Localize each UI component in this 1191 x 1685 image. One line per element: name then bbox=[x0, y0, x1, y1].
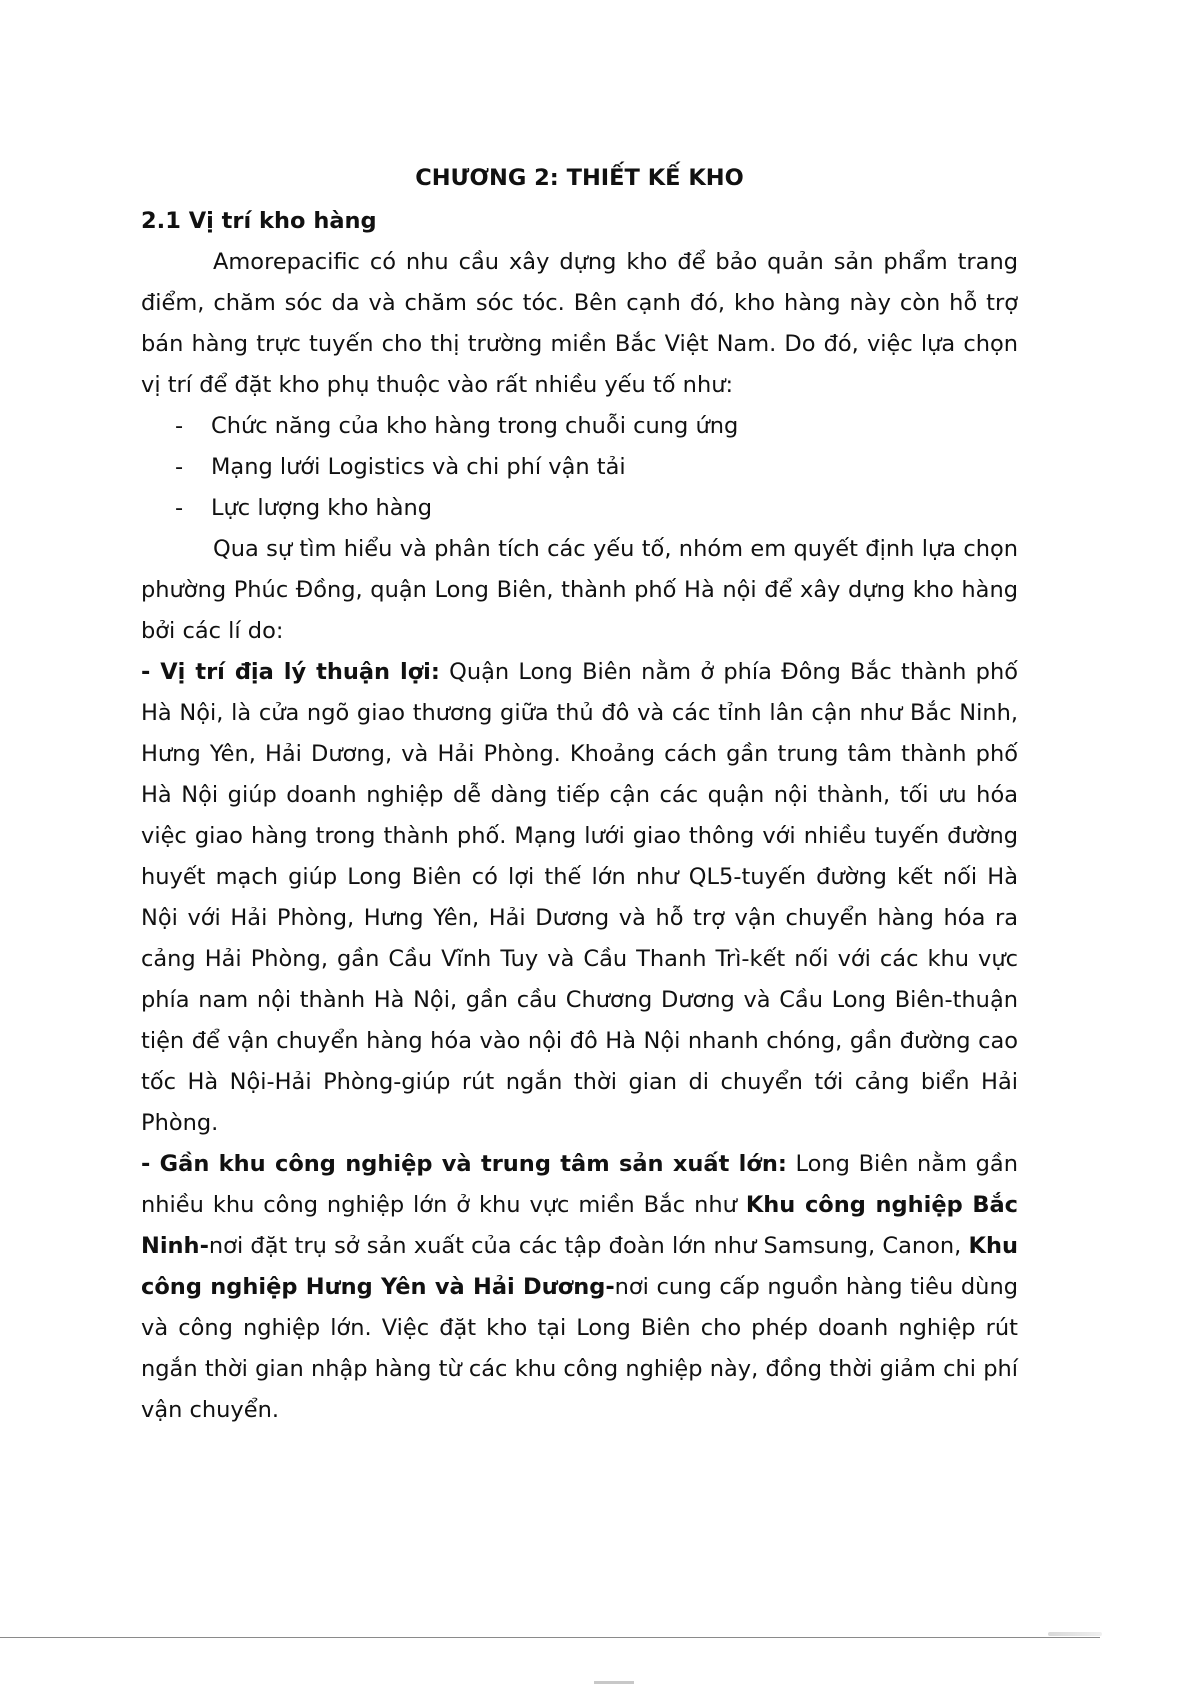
reason-industrial-paragraph bbox=[141, 1144, 1018, 1431]
footer-mark bbox=[1048, 1632, 1102, 1636]
chapter-title: CHƯƠNG 2: THIẾT KẾ KHO bbox=[415, 165, 744, 191]
list-item bbox=[141, 488, 1018, 529]
decision-paragraph: Qua sự tìm hiểu và phân tích các yếu tố, nhóm em quyết định lựa chọn phường Phúc Đồng, quận Long Biên, thành phố Hà nội để xây dựng kho hàng bởi các lí do: bbox=[141, 536, 1018, 644]
reason-location-label: - Vị trí địa lý thuận lợi: bbox=[141, 659, 440, 685]
list-item bbox=[141, 447, 1018, 488]
bullet-dash: - bbox=[175, 495, 184, 521]
list-item-text: Mạng lưới Logistics và chi phí vận tải bbox=[211, 454, 626, 480]
industrial-zone-hung-yen-hai-duong: Khu công nghiệp Hưng Yên và Hải Dương- bbox=[141, 1233, 1018, 1300]
footer-divider bbox=[0, 1637, 1100, 1638]
section-heading: 2.1 Vị trí kho hàng bbox=[141, 208, 377, 234]
reason-industrial-text: nơi đặt trụ sở sản xuất của các tập đoàn lớn như Samsung, Canon, bbox=[208, 1233, 969, 1259]
list-item-text: Chức năng của kho hàng trong chuỗi cung ứng bbox=[211, 413, 739, 439]
document-page bbox=[141, 158, 1018, 1431]
reason-location-text: Quận Long Biên nằm ở phía Đông Bắc thành phố Hà Nội, là cửa ngõ giao thương giữa thủ đô và các tỉnh lân cận như Bắc Ninh, Hưng Yên, Hải Dương, và Hải Phòng. Khoảng cách gần trung tâm thành phố Hà Nội giúp doanh nghiệp dễ dàng tiếp cận các quận nội thành, tối ưu hóa việc giao hàng trong thành phố. Mạng lưới giao thông với nhiều tuyến đường huyết mạch giúp Long Biên có lợi thế lớn như QL5-tuyến đường kết nối Hà Nội với Hải Phòng, Hưng Yên, Hải Dương và hỗ trợ vận chuyển hàng hóa ra cảng Hải Phòng, gần Cầu Vĩnh Tuy và Cầu Thanh Trì-kết nối với các khu vực phía nam nội thành Hà Nội, gần cầu Chương Dương và Cầu Long Biên-thuận tiện để vận chuyển hàng hóa vào nội đô Hà Nội nhanh chóng, gần đường cao tốc Hà Nội-Hải Phòng-giúp rút ngắn thời gian di chuyển tới cảng biển Hải Phòng. bbox=[141, 659, 1018, 1136]
reason-industrial-text: Long Biên nằm gần nhiều khu công nghiệp lớn ở khu vực miền Bắc như bbox=[141, 1151, 1018, 1218]
reason-location-paragraph bbox=[141, 652, 1018, 1144]
list-item-text: Lực lượng kho hàng bbox=[211, 495, 433, 521]
bullet-dash: - bbox=[175, 413, 184, 439]
intro-paragraph: Amorepacific có nhu cầu xây dựng kho để bảo quản sản phẩm trang điểm, chăm sóc da và chăm sóc tóc. Bên cạnh đó, kho hàng này còn hỗ trợ bán hàng trực tuyến cho thị trường miền Bắc Việt Nam. Do đó, việc lựa chọn vị trí để đặt kho phụ thuộc vào rất nhiều yếu tố như: bbox=[141, 249, 1018, 398]
factor-list bbox=[141, 406, 1018, 529]
industrial-zone-bac-ninh: Khu công nghiệp Bắc Ninh- bbox=[141, 1192, 1018, 1259]
page-bottom-mark bbox=[594, 1681, 634, 1684]
reason-industrial-text: nơi cung cấp nguồn hàng tiêu dùng và công nghiệp lớn. Việc đặt kho tại Long Biên cho phép doanh nghiệp rút ngắn thời gian nhập hàng từ các khu công nghiệp này, đồng thời giảm chi phí vận chuyển. bbox=[141, 1274, 1018, 1423]
list-item bbox=[141, 406, 1018, 447]
reason-industrial-label: - Gần khu công nghiệp và trung tâm sản xuất lớn: bbox=[141, 1151, 787, 1177]
bullet-dash: - bbox=[175, 454, 184, 480]
